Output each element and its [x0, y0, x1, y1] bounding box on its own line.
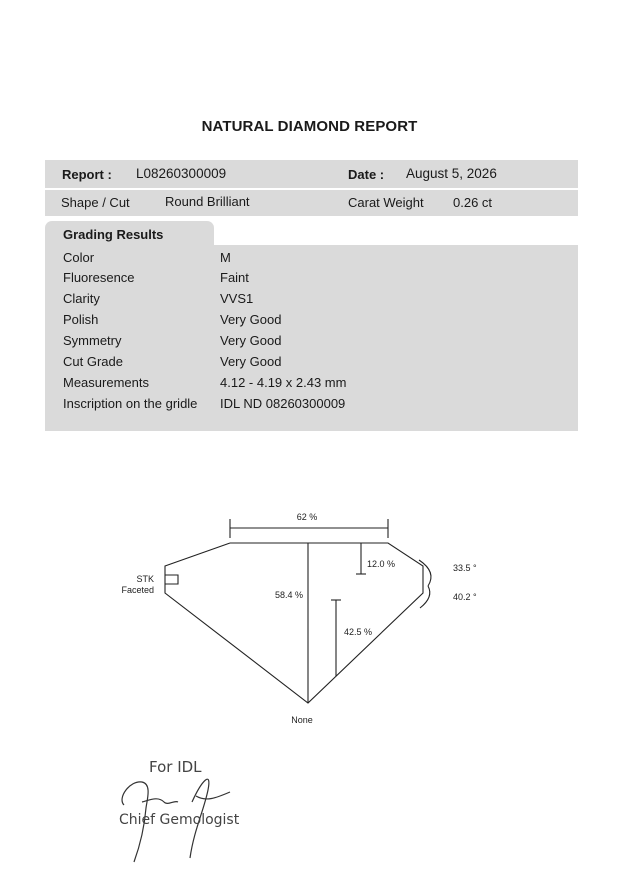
- shape-value: Round Brilliant: [165, 194, 250, 209]
- signature-role-text: Chief Gemologist: [119, 812, 240, 828]
- report-number: L08260300009: [136, 166, 227, 181]
- carat-value: 0.26 ct: [453, 195, 493, 210]
- signature-for-text: For IDL: [149, 758, 202, 776]
- grading-value: Very Good: [220, 354, 282, 369]
- grading-label: Fluoresence: [63, 270, 135, 285]
- total-depth-percent: 58.4 %: [275, 590, 304, 600]
- pavilion-depth-percent: 42.5 %: [344, 627, 373, 637]
- grading-value: Faint: [220, 270, 249, 285]
- carat-label: Carat Weight: [348, 195, 424, 210]
- grading-label: Inscription on the gridle: [63, 396, 198, 411]
- grading-value: Very Good: [220, 333, 282, 348]
- grading-results-heading: Grading Results: [63, 227, 164, 242]
- date-label: Date :: [348, 167, 385, 182]
- grading-value: M: [220, 250, 231, 265]
- grading-value: IDL ND 08260300009: [220, 396, 346, 411]
- handwritten-signature: [112, 750, 262, 870]
- grading-value: VVS1: [220, 291, 254, 306]
- grading-label: Symmetry: [63, 333, 122, 348]
- crown-height-percent: 12.0 %: [367, 559, 396, 569]
- signature-block: [112, 750, 262, 870]
- culet-value: None: [291, 715, 313, 725]
- pavilion-angle-value: 40.2 °: [453, 592, 477, 602]
- girdle-thickness: STK: [136, 574, 154, 584]
- grading-label: Polish: [63, 312, 99, 327]
- girdle-finish: Faceted: [121, 585, 154, 595]
- grading-value: Very Good: [220, 312, 282, 327]
- grading-value: 4.12 - 4.19 x 2.43 mm: [220, 375, 347, 390]
- report-label: Report :: [62, 167, 112, 182]
- shape-label: Shape / Cut: [61, 195, 130, 210]
- grading-label: Measurements: [63, 375, 149, 390]
- crown-angle-value: 33.5 °: [453, 563, 477, 573]
- report-title: NATURAL DIAMOND REPORT: [201, 118, 418, 135]
- grading-label: Clarity: [63, 291, 100, 306]
- table-percent: 62 %: [296, 512, 318, 522]
- date-value: August 5, 2026: [406, 166, 497, 181]
- grading-label: Cut Grade: [63, 354, 123, 369]
- pavilion-angle-arc: [420, 586, 430, 608]
- girdle-bracket: [165, 575, 178, 584]
- grading-label: Color: [63, 250, 95, 265]
